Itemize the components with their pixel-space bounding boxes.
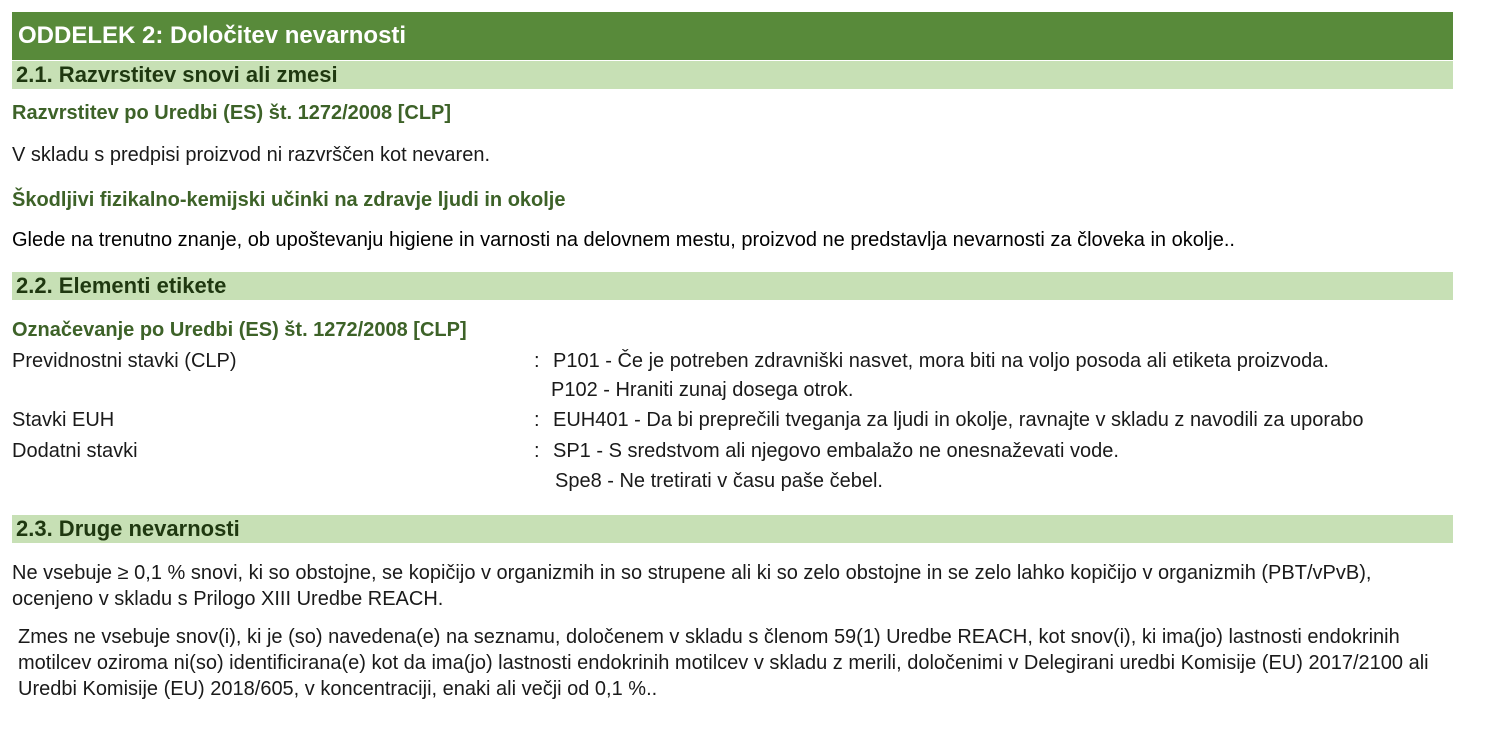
statement-euh401: EUH401 - Da bi preprečili tveganja za ljudi in okolje, ravnajte v skladu z navodili za uporabo [553, 409, 1364, 431]
additional-statements-colon: : [534, 440, 540, 462]
statement-p102: P102 - Hraniti zunaj dosega otrok. [551, 379, 854, 401]
clp-classification-text: V skladu s predpisi proizvod ni razvrščen kot nevaren. [12, 144, 491, 166]
labeling-title: Označevanje po Uredbi (ES) št. 1272/2008 [CLP] [12, 319, 467, 341]
subsection-header-2-2: 2.2. Elementi etikete [12, 272, 1453, 300]
statement-sp1: SP1 - S sredstvom ali njegovo embalažo ne onesnaževati vode. [553, 440, 1119, 462]
endocrine-disruptors-paragraph: Zmes ne vsebuje snov(i), ki je (so) navedena(e) na seznamu, določenem v skladu s členom 59(1) Uredbe REACH, kot snov(i), ki ima(jo) lastnosti endokrinih motilcev oziroma ni(so) identificirana(e) kot da ima(jo) lastnosti endokrinih motilcev v skladu z merili, določenimi v Delegirani uredbi Komisije (EU) 2017/2100 ali Uredbi Komisije (EU) 2018/605, v koncentraciji, enaki ali večji od 0,1 %.. [18, 626, 1429, 700]
precautionary-statements-colon: : [534, 350, 540, 372]
statement-p101: P101 - Če je potreben zdravniški nasvet, mora biti na voljo posoda ali etiketa proizvoda. [553, 350, 1329, 372]
euh-statements-colon: : [534, 409, 540, 431]
clp-classification-title: Razvrstitev po Uredbi (ES) št. 1272/2008 [CLP] [12, 102, 452, 124]
effects-text: Glede na trenutno znanje, ob upoštevanju higiene in varnosti na delovnem mestu, proizvod ne predstavlja nevarnosti za človeka in okolje.. [12, 229, 1235, 251]
precautionary-statements-label: Previdnostni stavki (CLP) [12, 350, 237, 372]
statement-spe8: Spe8 - Ne tretirati v času paše čebel. [555, 470, 883, 492]
additional-statements-label: Dodatni stavki [12, 440, 138, 462]
subsection-header-2-3: 2.3. Druge nevarnosti [12, 515, 1453, 543]
effects-title: Škodljivi fizikalno-kemijski učinki na zdravje ljudi in okolje [12, 189, 566, 211]
subsection-header-2-1: 2.1. Razvrstitev snovi ali zmesi [12, 61, 1453, 89]
section-title: ODDELEK 2: Določitev nevarnosti [12, 12, 1453, 60]
pbt-vpvb-paragraph: Ne vsebuje ≥ 0,1 % snovi, ki so obstojne, se kopičijo v organizmih in so strupene ali ki so zelo obstojne in se zelo lahko kopičijo v organizmih (PBT/vPvB), ocenjeno v skladu s Prilogo XIII Uredbe REACH. [12, 562, 1372, 610]
euh-statements-label: Stavki EUH [12, 409, 115, 431]
